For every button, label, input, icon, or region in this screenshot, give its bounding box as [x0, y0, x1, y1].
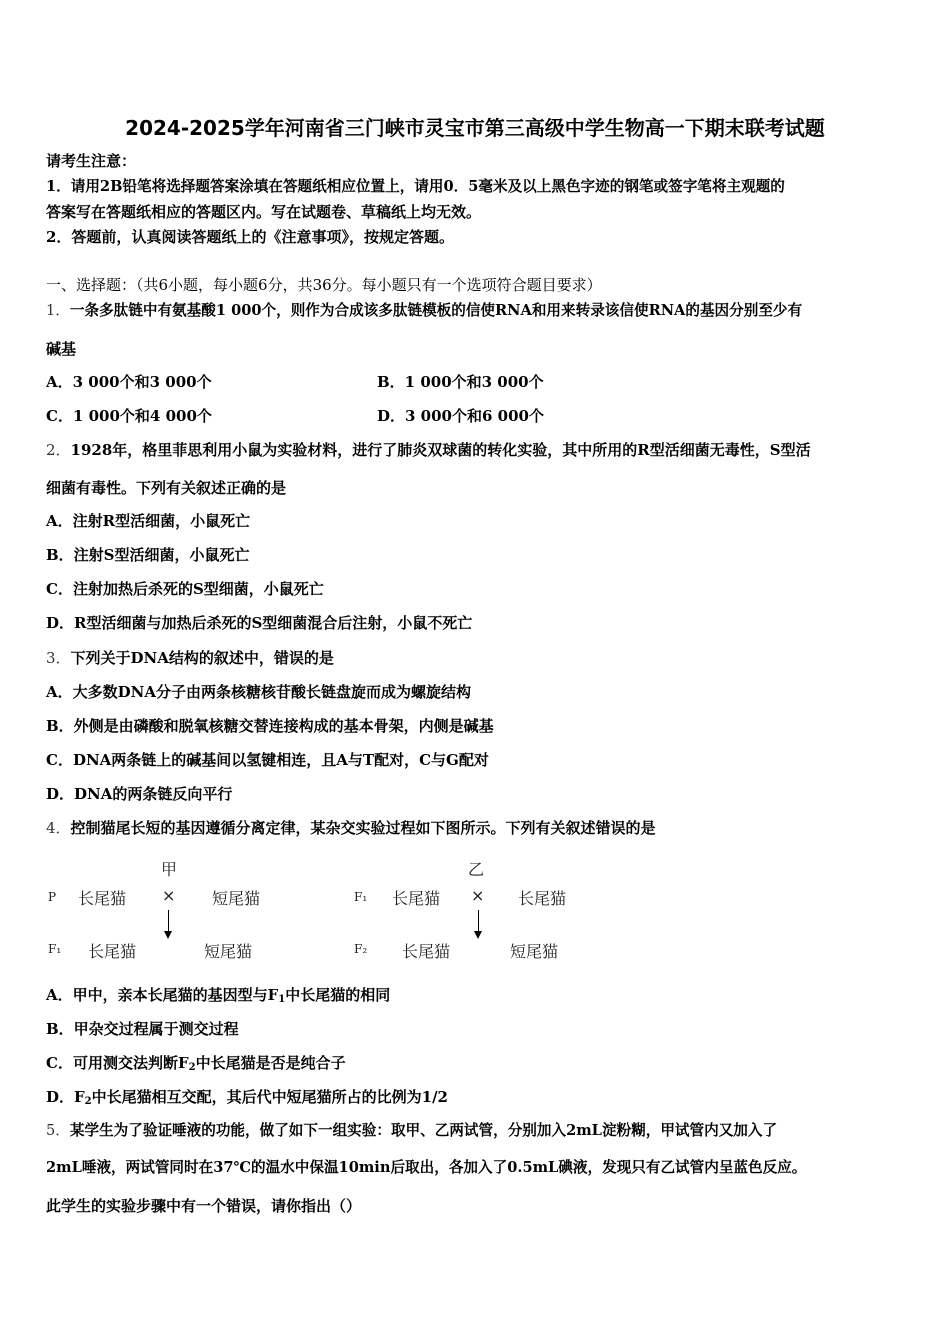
question-3: [46, 648, 916, 668]
parent-long-cat: 长尾猫: [78, 889, 127, 908]
question-4: [46, 818, 916, 838]
q2-option-b: B．注射S型活细菌，小鼠死亡: [46, 546, 250, 564]
arrow-head-left: [164, 931, 172, 939]
notice-line-2: 答案写在答题纸相应的答题区内。写在试题卷、草稿纸上均无效。: [46, 203, 482, 221]
q1-option-a: A．3 000个和3 000个: [46, 373, 212, 391]
question-number: 4．: [46, 819, 71, 837]
question-5: [46, 1121, 916, 1141]
offspring-short-cat: 短尾猫: [204, 942, 253, 961]
cross-symbol-right: ×: [471, 886, 485, 905]
arrow-down-left: [168, 910, 169, 932]
q2-option-a: A．注射R型活细菌，小鼠死亡: [46, 512, 251, 530]
q2-option-d: D．R型活细菌与加热后杀死的S型细菌混合后注射，小鼠不死亡: [46, 614, 473, 632]
section-heading: 一、选择题：（共6小题，每小题6分，共36分。每小题只有一个选项符合题目要求）: [46, 276, 602, 294]
f2-long-cat: 长尾猫: [402, 942, 451, 961]
question-1-cont: 碱基: [46, 340, 77, 358]
question-5-cont-1: 2mL唾液，两试管同时在37℃的温水中保温10min后取出，各加入了0.5mL碘液，发现只有乙试管内呈蓝色反应。: [46, 1159, 807, 1176]
f1-long-cat-b: 长尾猫: [518, 889, 567, 908]
question-text: 一条多肽链中有氨基酸1 000个，则作为合成该多肽链模板的信使RNA和用来转录该信使RNA的基因分别至少有: [69, 302, 803, 319]
q4-option-a: A．甲中，亲本长尾猫的基因型与$F_1$中长尾猫的相同: [46, 986, 391, 1005]
q4-option-d: D．$F_2$中长尾猫相互交配，其后代中短尾猫所占的比例为1/2: [46, 1088, 448, 1107]
arrow-down-right: [478, 910, 479, 932]
q4-option-c: C．可用测交法判断$F_2$中长尾猫是否是纯合子: [46, 1054, 346, 1073]
label-yi: 乙: [468, 860, 485, 879]
question-2: [46, 440, 916, 460]
label-p: P: [48, 890, 57, 904]
question-number: 1．: [46, 302, 70, 319]
question-5-cont-2: 此学生的实验步骤中有一个错误，请你指出（）: [46, 1197, 362, 1215]
question-text: 1928年，格里菲思利用小鼠为实验材料，进行了肺炎双球菌的转化实验，其中所用的R型活细菌无毒性，S型活: [70, 441, 811, 459]
question-1: [46, 301, 916, 321]
parent-short-cat: 短尾猫: [212, 889, 261, 908]
q2-option-c: C．注射加热后杀死的S型细菌，小鼠死亡: [46, 580, 324, 598]
q1-option-b: B．1 000个和3 000个: [377, 373, 544, 391]
cross-symbol: ×: [162, 886, 176, 905]
question-text: 下列关于DNA结构的叙述中，错误的是: [70, 649, 334, 667]
label-f1-left: F₁: [48, 942, 62, 956]
question-number: 2．: [46, 441, 71, 459]
f2-short-cat: 短尾猫: [510, 942, 559, 961]
question-text: 控制猫尾长短的基因遵循分离定律，某杂交实验过程如下图所示。下列有关叙述错误的是: [70, 819, 656, 837]
question-number: 5．: [46, 1122, 70, 1139]
f1-long-cat-a: 长尾猫: [392, 889, 441, 908]
offspring-long-cat: 长尾猫: [88, 942, 137, 961]
notice-heading: 请考生注意：: [46, 152, 137, 170]
question-2-cont: 细菌有毒性。下列有关叙述正确的是: [46, 479, 287, 497]
q3-option-b: B．外侧是由磷酸和脱氧核糖交替连接构成的基本骨架，内侧是碱基: [46, 717, 494, 735]
q3-option-c: C．DNA两条链上的碱基间以氢键相连，且A与T配对，C与G配对: [46, 751, 489, 769]
q4-option-b: B．甲杂交过程属于测交过程: [46, 1020, 239, 1038]
exam-title: 2024-2025学年河南省三门峡市灵宝市第三高级中学生物高一下期末联考试题: [125, 116, 825, 140]
q3-option-a: A．大多数DNA分子由两条核糖核苷酸长链盘旋而成为螺旋结构: [46, 683, 471, 701]
question-number: 3．: [46, 649, 71, 667]
notice-line-1: 1．请用2B铅笔将选择题答案涂填在答题纸相应位置上，请用0．5毫米及以上黑色字迹的钢笔或签字笔将主观题的: [46, 178, 785, 195]
label-f2: F₂: [354, 942, 368, 956]
notice-line-3: 2．答题前，认真阅读答题纸上的《注意事项》，按规定答题。: [46, 228, 454, 246]
q1-option-d: D．3 000个和6 000个: [377, 407, 544, 425]
label-f1-right: F₁: [354, 890, 368, 904]
q3-option-d: D．DNA的两条链反向平行: [46, 785, 233, 803]
label-jia: 甲: [161, 860, 178, 879]
question-text: 某学生为了验证唾液的功能，做了如下一组实验：取甲、乙两试管，分别加入2mL淀粉糊，甲试管内又加入了: [69, 1122, 778, 1139]
q1-option-c: C．1 000个和4 000个: [46, 407, 212, 425]
arrow-head-right: [474, 931, 482, 939]
